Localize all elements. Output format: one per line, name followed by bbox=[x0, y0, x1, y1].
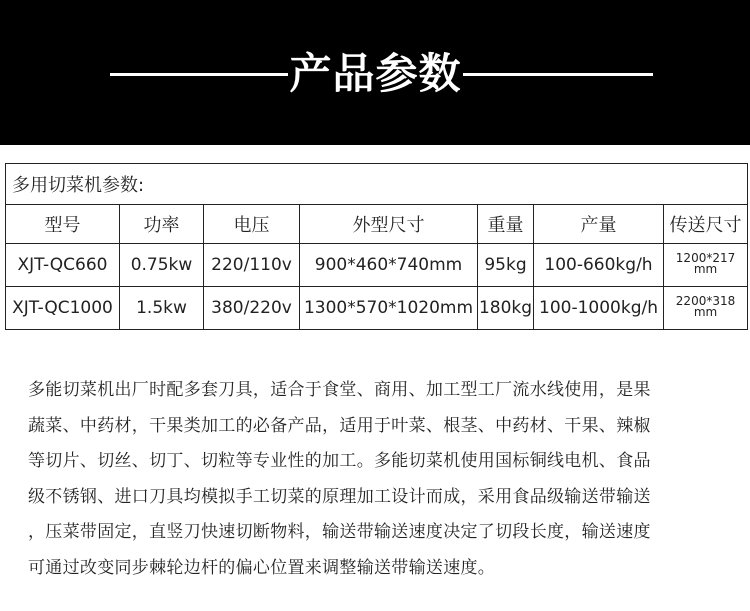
cell-dimensions: 900*460*740mm bbox=[300, 244, 478, 287]
cell-output: 100-1000kg/h bbox=[534, 287, 664, 330]
description-line: 蔬菜、中药材，干果类加工的必备产品，适用于叶菜、根茎、中药材、干果、辣椒 bbox=[28, 415, 651, 436]
conveyor-size-unit: mm bbox=[693, 261, 718, 276]
header-model: 型号 bbox=[6, 205, 120, 244]
description-line: 等切片、切丝、切丁、切粒等专业性的加工。多能切菜机使用国标铜线电机、食品 bbox=[28, 451, 651, 471]
conveyor-size-value: 1200*217 bbox=[675, 250, 736, 265]
header-voltage: 电压 bbox=[204, 205, 300, 244]
description-paragraph bbox=[28, 373, 728, 586]
spec-table bbox=[5, 163, 748, 330]
description-line: 级不锈钢、进口刀具均模拟手工切菜的原理加工设计而成，采用食品级输送带输送 bbox=[28, 486, 651, 507]
header-weight: 重量 bbox=[478, 205, 534, 244]
cell-weight: 180kg bbox=[478, 287, 534, 330]
banner-left-rule bbox=[110, 73, 288, 76]
cell-model: XJT-QC1000 bbox=[6, 287, 120, 330]
cell-conveyor-size bbox=[664, 287, 748, 330]
cell-weight: 95kg bbox=[478, 244, 534, 287]
description-line: 多能切菜机出厂时配多套刀具，适合于食堂、商用、加工型工厂流水线使用，是果 bbox=[28, 380, 651, 400]
description-line: ，压菜带固定，直竖刀快速切断物料，输送带输送速度决定了切段长度，输送速度 bbox=[28, 522, 651, 542]
header-conveyor-size: 传送尺寸 bbox=[664, 205, 748, 244]
table-row bbox=[6, 287, 748, 330]
cell-conveyor-size bbox=[664, 244, 748, 287]
cell-output: 100-660kg/h bbox=[534, 244, 664, 287]
cell-voltage: 380/220v bbox=[204, 287, 300, 330]
cell-voltage: 220/110v bbox=[204, 244, 300, 287]
cell-power: 1.5kw bbox=[120, 287, 204, 330]
conveyor-size-value: 2200*318 bbox=[675, 293, 736, 308]
cell-model: XJT-QC660 bbox=[6, 244, 120, 287]
conveyor-size-unit: mm bbox=[693, 304, 718, 319]
description-line: 可通过改变同步棘轮边杆的偏心位置来调整输送带输送速度。 bbox=[28, 557, 496, 578]
banner-title: 产品参数 bbox=[289, 49, 462, 98]
header-output: 产量 bbox=[534, 205, 664, 244]
table-row bbox=[6, 244, 748, 287]
header-banner bbox=[0, 0, 750, 145]
banner-right-rule bbox=[463, 73, 653, 76]
cell-dimensions: 1300*570*1020mm bbox=[300, 287, 478, 330]
table-caption: 多用切菜机参数: bbox=[6, 164, 748, 205]
header-power: 功率 bbox=[120, 205, 204, 244]
cell-power: 0.75kw bbox=[120, 244, 204, 287]
header-dimensions: 外型尺寸 bbox=[300, 205, 478, 244]
